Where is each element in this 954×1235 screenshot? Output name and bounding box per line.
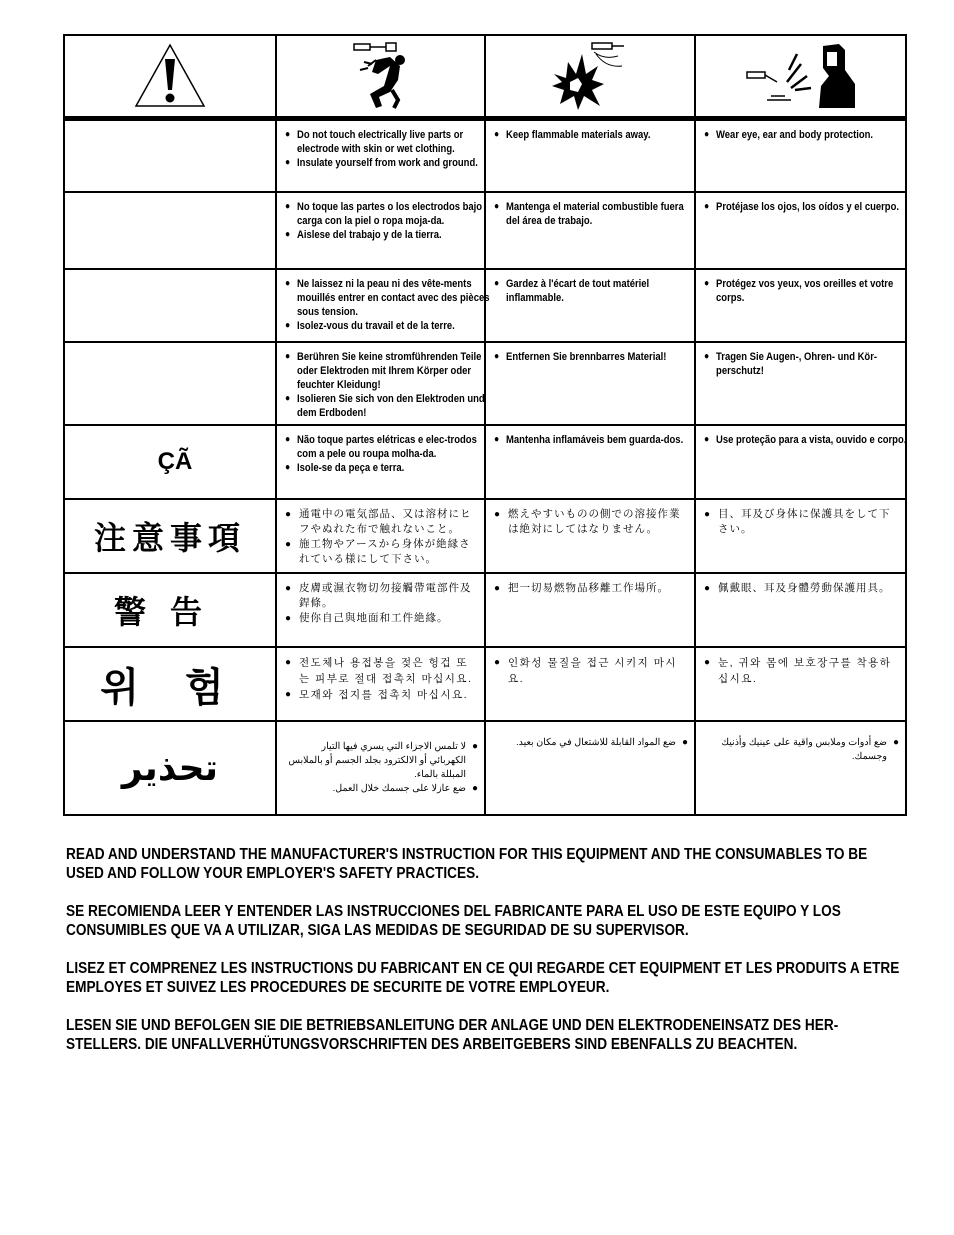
language-label: 警告	[113, 593, 226, 631]
row-spanish	[64, 192, 906, 269]
fire-cell	[485, 269, 695, 342]
list-item: ● Protéjase los ojos, los oídos y el cuerpo.	[704, 200, 911, 214]
list-item: ● 인화성 물질을 접근 시키지 마시요.	[494, 655, 688, 687]
row-english	[64, 119, 906, 193]
list-item: ● ضع المواد القابلة للاشتعال في مكان بعيد.	[494, 736, 688, 750]
list-item: ● No toque las partes o los electrodos bajo carga con la piel o ropa moja-da.	[285, 200, 490, 228]
protect-cell	[695, 342, 906, 425]
row-chinese	[64, 573, 906, 647]
list-item: ● ضع عازلا على جسمك خلال العمل.	[285, 782, 478, 796]
protect-icon-cell	[695, 35, 906, 119]
list-item: ● Entfernen Sie brennbarres Material!	[494, 350, 700, 364]
row-japanese	[64, 499, 906, 573]
list-item: ● 施工物やアースから身体が絶縁されている様にして下さい。	[285, 537, 478, 567]
protect-cell	[695, 721, 906, 815]
language-label: ÇÃ	[157, 448, 193, 475]
icon-row	[64, 35, 906, 119]
instruction-notes	[66, 845, 906, 1073]
language-label	[65, 193, 275, 268]
list-item: ● 皮膚或濕衣物切勿接觸帶電部件及銲條。	[285, 581, 478, 611]
list-item: ● 눈, 귀와 몸에 보호장구를 착용하십시요.	[704, 655, 899, 687]
language-label-cell	[64, 342, 276, 425]
language-label-cell	[64, 499, 276, 573]
fire-cell	[485, 573, 695, 647]
note-spanish: SE RECOMIENDA LEER Y ENTENDER LAS INSTRUCCIONES DEL FABRICANTE PARA EL USO DE ESTE EQUIPO Y LOS CONSUMIBLES QUE VA A UTILIZAR, SIGA LAS MEDIDAS DE SEGURIDAD DE SU SUPERVISOR.	[66, 903, 841, 939]
shock-cell	[276, 342, 485, 425]
shock-cell	[276, 119, 485, 193]
language-label-cell	[64, 192, 276, 269]
row-arabic	[64, 721, 906, 815]
shock-cell	[276, 192, 485, 269]
language-label	[65, 121, 275, 191]
language-label-cell	[64, 647, 276, 721]
fire-cell	[485, 119, 695, 193]
language-label	[65, 270, 275, 341]
list-item: ● Keep flammable materials away.	[494, 128, 700, 142]
list-item: ● Berühren Sie keine stromführenden Teile oder Elektroden mit Ihrem Körper oder feuchter Kleidung!	[285, 350, 490, 392]
protect-cell	[695, 425, 906, 499]
list-item: ● 目、耳及び身体に保護具をして下さい。	[704, 507, 899, 537]
shock-cell	[276, 721, 485, 815]
protect-cell	[695, 573, 906, 647]
list-item: ● Ne laissez ni la peau ni des vête-ments mouillés entrer en contact avec des pièces sous tension.	[285, 277, 490, 319]
list-item: ● 使你自己與地面和工件絶緣。	[285, 611, 478, 626]
fire-cell	[485, 192, 695, 269]
language-label-cell	[64, 425, 276, 499]
warning-sheet	[63, 34, 905, 816]
shock-icon-cell	[276, 35, 485, 119]
language-label: 注意事項	[93, 519, 246, 557]
row-portuguese	[64, 425, 906, 499]
protect-cell	[695, 499, 906, 573]
list-item: ● 通電中の電気部品、又は溶材にヒフやぬれた布で触れないこと。	[285, 507, 478, 537]
note-french: LISEZ ET COMPRENEZ LES INSTRUCTIONS DU FABRICANT EN CE QUI REGARDE CET EQUIPMENT ET LES PRODUITS A ETRE EMPLOYES ET SUIVEZ LES PROCEDURES DE SECURITE DE VOTRE EMPLOYEUR.	[66, 960, 900, 996]
list-item: ● ضع أدوات وملابس واقية على عينيك وأذنيك وجسمك.	[704, 736, 899, 764]
list-item: ● Insulate yourself from work and ground.	[285, 156, 490, 170]
warning-triangle-icon	[133, 42, 207, 110]
shock-cell	[276, 647, 485, 721]
language-label-cell	[64, 721, 276, 815]
language-label-cell	[64, 573, 276, 647]
language-label-cell	[64, 119, 276, 193]
list-item: ● 佩戴眼、耳及身體勞動保護用具。	[704, 581, 899, 596]
list-item: ● Mantenha inflamáveis bem guarda-dos.	[494, 433, 700, 447]
row-korean	[64, 647, 906, 721]
list-item: ● Do not touch electrically live parts or electrode with skin or wet clothing.	[285, 128, 490, 156]
list-item: ● Isolez-vous du travail et de la terre.	[285, 319, 490, 333]
language-label-cell	[64, 269, 276, 342]
protect-cell	[695, 119, 906, 193]
list-item: ● Tragen Sie Augen-, Ohren- und Kör-perschutz!	[704, 350, 911, 378]
warning-icon-cell	[64, 35, 276, 119]
list-item: ● Isole-se da peça e terra.	[285, 461, 490, 475]
protect-cell	[695, 192, 906, 269]
list-item: ● Gardez à l'écart de tout matériel inflammable.	[494, 277, 700, 305]
note-english: READ AND UNDERSTAND THE MANUFACTURER'S INSTRUCTION FOR THIS EQUIPMENT AND THE CONSUMABLES TO BE USED AND FOLLOW YOUR EMPLOYER'S SAFETY PRACTICES.	[66, 846, 868, 882]
list-item: ● Isolieren Sie sich von den Elektroden und dem Erdboden!	[285, 392, 490, 420]
list-item: ● Wear eye, ear and body protection.	[704, 128, 911, 142]
fire-explosion-icon	[548, 40, 632, 112]
language-label	[65, 343, 275, 424]
list-item: ● Aislese del trabajo y de la tierra.	[285, 228, 490, 242]
fire-cell	[485, 499, 695, 573]
list-item: ● 전도체나 용접봉을 젖은 헝겁 또는 피부로 절대 접촉치 마십시요.	[285, 655, 478, 687]
list-item: ● 모재와 접지를 접촉치 마십시요.	[285, 687, 478, 703]
note-german: LESEN SIE UND BEFOLGEN SIE DIE BETRIEBSANLEITUNG DER ANLAGE UND DEN ELEKTRODENEINSATZ DES HER-STELLERS. DIE UNFALLVERHÜTUNGSVORSCHRIFTEN DES ARBEITGEBERS SIND EBENFALLS ZU BEACHTEN.	[66, 1017, 839, 1053]
shock-cell	[276, 269, 490, 342]
list-item: ● Não toque partes elétricas e elec-trodos com a pele ou roupa molha-da.	[285, 433, 490, 461]
protect-cell	[695, 647, 906, 721]
list-item: ● Mantenga el material combustible fuera del área de trabajo.	[494, 200, 700, 228]
shock-cell	[276, 573, 485, 647]
electric-shock-icon	[346, 40, 416, 112]
welder-protection-icon	[741, 40, 861, 112]
shock-cell	[276, 425, 485, 499]
language-label: 위 험	[100, 664, 240, 711]
list-item: ● Protégez vos yeux, vos oreilles et votre corps.	[704, 277, 911, 305]
shock-cell	[276, 499, 485, 573]
fire-cell	[485, 647, 695, 721]
row-french	[64, 269, 906, 342]
list-item: ● 把一切易燃物品移離工作場所。	[494, 581, 688, 596]
row-german	[64, 342, 906, 425]
fire-cell	[485, 721, 695, 815]
list-item: ● Use proteção para a vista, ouvido e corpo.	[704, 433, 911, 447]
fire-icon-cell	[485, 35, 695, 119]
list-item: ● 燃えやすいものの側での溶接作業は絶対にしてはなりません。	[494, 507, 688, 537]
warning-table	[63, 34, 907, 816]
fire-cell	[485, 342, 695, 425]
language-label: تحذير	[121, 747, 219, 789]
protect-cell	[695, 269, 906, 342]
list-item: ● لا تلمس الاجزاء التي يسري فيها التيار الكهربائي أو الالكترود بجلد الجسم أو بالملابس المبللة بالماء.	[285, 740, 478, 782]
fire-cell	[485, 425, 695, 499]
